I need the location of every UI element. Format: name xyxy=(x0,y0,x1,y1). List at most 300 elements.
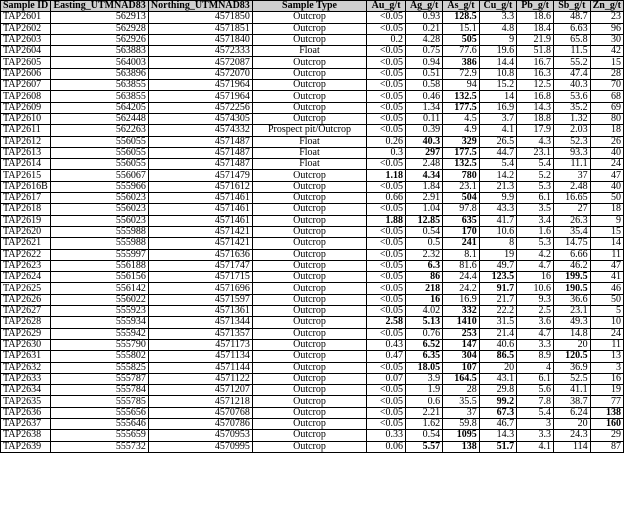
cell-cu: 40.6 xyxy=(479,339,516,350)
cell-au: <0.05 xyxy=(367,102,406,113)
cell-sample-id: TAP2637 xyxy=(1,418,51,429)
table-row xyxy=(1,373,624,384)
cell-sample-type: Outcrop xyxy=(252,34,366,45)
cell-sb: 1.32 xyxy=(554,113,591,124)
cell-cu: 43.3 xyxy=(479,204,516,215)
cell-cu: 29.8 xyxy=(479,385,516,396)
cell-as: 4.5 xyxy=(443,113,480,124)
cell-cu: 8 xyxy=(479,238,516,249)
cell-sample-id: TAP2638 xyxy=(1,430,51,441)
cell-sample-type: Outcrop xyxy=(252,339,366,350)
cell-pb: 1.6 xyxy=(517,226,554,237)
cell-cu: 86.5 xyxy=(479,351,516,362)
cell-pb: 4.2 xyxy=(517,249,554,260)
cell-sample-id: TAP2612 xyxy=(1,136,51,147)
cell-ag: 1.9 xyxy=(406,385,443,396)
cell-easting: 555784 xyxy=(51,385,149,396)
cell-pb: 2.5 xyxy=(517,306,554,317)
cell-ag: 86 xyxy=(406,272,443,283)
cell-sample-id: TAP2601 xyxy=(1,12,51,23)
cell-ag: 0.51 xyxy=(406,68,443,79)
cell-pb: 8.9 xyxy=(517,351,554,362)
cell-ag: 0.46 xyxy=(406,91,443,102)
cell-as: 253 xyxy=(443,328,480,339)
table-row xyxy=(1,12,624,23)
cell-sample-type: Float xyxy=(252,159,366,170)
cell-sb: 14.8 xyxy=(554,328,591,339)
cell-au: 1.18 xyxy=(367,170,406,181)
table-row xyxy=(1,125,624,136)
cell-as: 1410 xyxy=(443,317,480,328)
cell-easting: 556142 xyxy=(51,283,149,294)
cell-as: 780 xyxy=(443,170,480,181)
cell-as: 77.6 xyxy=(443,46,480,57)
cell-ag: 16 xyxy=(406,294,443,305)
cell-cu: 43.1 xyxy=(479,373,516,384)
cell-sb: 47.4 xyxy=(554,68,591,79)
cell-au: <0.05 xyxy=(367,204,406,215)
cell-pb: 3 xyxy=(517,418,554,429)
cell-easting: 555785 xyxy=(51,396,149,407)
cell-sample-id: TAP2608 xyxy=(1,91,51,102)
cell-sample-type: Outcrop xyxy=(252,317,366,328)
cell-au: <0.05 xyxy=(367,113,406,124)
cell-sample-id: TAP2636 xyxy=(1,407,51,418)
cell-ag: 2.91 xyxy=(406,193,443,204)
cell-sample-type: Outcrop xyxy=(252,385,366,396)
cell-cu: 67.3 xyxy=(479,407,516,418)
header-northing: Northing_UTMNAD83 xyxy=(148,1,252,12)
cell-zn: 19 xyxy=(590,385,623,396)
cell-easting: 562913 xyxy=(51,12,149,23)
table-row xyxy=(1,57,624,68)
cell-pb: 6.1 xyxy=(517,193,554,204)
table-row xyxy=(1,170,624,181)
cell-as: 332 xyxy=(443,306,480,317)
cell-sb: 65.8 xyxy=(554,34,591,45)
cell-sample-type: Outcrop xyxy=(252,441,366,452)
cell-northing: 4571344 xyxy=(148,317,252,328)
cell-zn: 160 xyxy=(590,418,623,429)
table-row xyxy=(1,147,624,158)
cell-sb: 93.3 xyxy=(554,147,591,158)
cell-northing: 4571134 xyxy=(148,351,252,362)
cell-sb: 190.5 xyxy=(554,283,591,294)
cell-ag: 2.32 xyxy=(406,249,443,260)
cell-as: 4.9 xyxy=(443,125,480,136)
cell-zn: 80 xyxy=(590,113,623,124)
cell-au: <0.05 xyxy=(367,12,406,23)
cell-cu: 26.5 xyxy=(479,136,516,147)
cell-as: 170 xyxy=(443,226,480,237)
cell-easting: 555988 xyxy=(51,238,149,249)
cell-northing: 4571851 xyxy=(148,23,252,34)
table-row xyxy=(1,317,624,328)
cell-sb: 26.3 xyxy=(554,215,591,226)
cell-easting: 555732 xyxy=(51,441,149,452)
cell-sample-id: TAP2616B xyxy=(1,181,51,192)
cell-zn: 10 xyxy=(590,317,623,328)
cell-au: <0.05 xyxy=(367,125,406,136)
cell-pb: 51.8 xyxy=(517,46,554,57)
cell-easting: 555646 xyxy=(51,418,149,429)
cell-au: <0.05 xyxy=(367,328,406,339)
cell-au: <0.05 xyxy=(367,57,406,68)
cell-cu: 14.4 xyxy=(479,57,516,68)
cell-au: 0.33 xyxy=(367,430,406,441)
cell-sample-id: TAP2620 xyxy=(1,226,51,237)
cell-northing: 4570995 xyxy=(148,441,252,452)
cell-as: 132.5 xyxy=(443,91,480,102)
table-row xyxy=(1,362,624,373)
cell-sb: 11.1 xyxy=(554,159,591,170)
cell-sb: 2.48 xyxy=(554,181,591,192)
cell-ag: 2.21 xyxy=(406,407,443,418)
cell-cu: 19.6 xyxy=(479,46,516,57)
cell-sample-id: TAP2626 xyxy=(1,294,51,305)
cell-pb: 3.4 xyxy=(517,215,554,226)
cell-ag: 218 xyxy=(406,283,443,294)
header-sample-type: Sample Type xyxy=(252,1,366,12)
cell-sample-id: TAP2618 xyxy=(1,204,51,215)
cell-zn: 42 xyxy=(590,46,623,57)
cell-ag: 6.3 xyxy=(406,260,443,271)
cell-ag: 6.52 xyxy=(406,339,443,350)
cell-zn: 47 xyxy=(590,170,623,181)
cell-northing: 4571361 xyxy=(148,306,252,317)
cell-sample-id: TAP2610 xyxy=(1,113,51,124)
cell-pb: 5.3 xyxy=(517,181,554,192)
cell-cu: 91.7 xyxy=(479,283,516,294)
cell-au: <0.05 xyxy=(367,238,406,249)
cell-northing: 4571487 xyxy=(148,136,252,147)
cell-sample-id: TAP2615 xyxy=(1,170,51,181)
cell-au: <0.05 xyxy=(367,407,406,418)
cell-sample-id: TAP2630 xyxy=(1,339,51,350)
cell-northing: 4570768 xyxy=(148,407,252,418)
cell-sample-type: Outcrop xyxy=(252,226,366,237)
cell-pb: 18.4 xyxy=(517,23,554,34)
cell-sample-id: TAP2627 xyxy=(1,306,51,317)
table-row xyxy=(1,272,624,283)
cell-sb: 53.6 xyxy=(554,91,591,102)
cell-sample-id: TAP2613 xyxy=(1,147,51,158)
cell-northing: 4571122 xyxy=(148,373,252,384)
cell-zn: 40 xyxy=(590,147,623,158)
cell-sb: 36.9 xyxy=(554,362,591,373)
cell-northing: 4571461 xyxy=(148,193,252,204)
cell-ag: 12.85 xyxy=(406,215,443,226)
cell-zn: 16 xyxy=(590,373,623,384)
cell-easting: 555934 xyxy=(51,317,149,328)
header-ag: Ag_g/t xyxy=(406,1,443,12)
table-row xyxy=(1,238,624,249)
cell-sb: 46.2 xyxy=(554,260,591,271)
cell-au: <0.05 xyxy=(367,91,406,102)
cell-sample-id: TAP2603 xyxy=(1,34,51,45)
cell-au: <0.05 xyxy=(367,418,406,429)
cell-sample-type: Outcrop xyxy=(252,283,366,294)
table-row xyxy=(1,159,624,170)
cell-easting: 562926 xyxy=(51,34,149,45)
cell-sample-id: TAP2631 xyxy=(1,351,51,362)
cell-sample-id: TAP2604 xyxy=(1,46,51,57)
table-row xyxy=(1,385,624,396)
cell-ag: 1.84 xyxy=(406,181,443,192)
cell-sample-id: TAP2606 xyxy=(1,68,51,79)
cell-easting: 556022 xyxy=(51,294,149,305)
cell-zn: 46 xyxy=(590,283,623,294)
cell-sample-type: Outcrop xyxy=(252,238,366,249)
cell-northing: 4572256 xyxy=(148,102,252,113)
cell-au: 1.88 xyxy=(367,215,406,226)
cell-as: 386 xyxy=(443,57,480,68)
cell-sample-id: TAP2607 xyxy=(1,80,51,91)
cell-cu: 9 xyxy=(479,34,516,45)
table-row xyxy=(1,181,624,192)
cell-northing: 4571487 xyxy=(148,147,252,158)
cell-zn: 18 xyxy=(590,125,623,136)
cell-zn: 3 xyxy=(590,362,623,373)
cell-sb: 23.1 xyxy=(554,306,591,317)
cell-pb: 4.7 xyxy=(517,328,554,339)
cell-northing: 4571850 xyxy=(148,12,252,23)
cell-sb: 11.5 xyxy=(554,46,591,57)
cell-ag: 4.02 xyxy=(406,306,443,317)
cell-sb: 35.4 xyxy=(554,226,591,237)
cell-pb: 9.3 xyxy=(517,294,554,305)
cell-easting: 555997 xyxy=(51,249,149,260)
cell-zn: 50 xyxy=(590,294,623,305)
cell-sample-type: Outcrop xyxy=(252,204,366,215)
cell-as: 1095 xyxy=(443,430,480,441)
cell-sb: 114 xyxy=(554,441,591,452)
cell-cu: 9.9 xyxy=(479,193,516,204)
cell-pb: 3.5 xyxy=(517,204,554,215)
cell-easting: 556156 xyxy=(51,272,149,283)
cell-au: 0.06 xyxy=(367,441,406,452)
cell-pb: 3.6 xyxy=(517,317,554,328)
cell-ag: 0.21 xyxy=(406,23,443,34)
cell-pb: 21.9 xyxy=(517,34,554,45)
cell-sb: 36.6 xyxy=(554,294,591,305)
cell-cu: 10.6 xyxy=(479,226,516,237)
cell-ag: 40.3 xyxy=(406,136,443,147)
cell-pb: 10.6 xyxy=(517,283,554,294)
cell-as: 164.5 xyxy=(443,373,480,384)
cell-easting: 555787 xyxy=(51,373,149,384)
cell-northing: 4571421 xyxy=(148,226,252,237)
table-row xyxy=(1,396,624,407)
cell-ag: 297 xyxy=(406,147,443,158)
cell-easting: 556023 xyxy=(51,193,149,204)
cell-easting: 564003 xyxy=(51,57,149,68)
cell-northing: 4571144 xyxy=(148,362,252,373)
cell-cu: 5.4 xyxy=(479,159,516,170)
cell-as: 35.5 xyxy=(443,396,480,407)
cell-sample-type: Prospect pit/Outcrop xyxy=(252,125,366,136)
cell-northing: 4571636 xyxy=(148,249,252,260)
cell-northing: 4571964 xyxy=(148,80,252,91)
cell-as: 59.8 xyxy=(443,418,480,429)
cell-pb: 17.9 xyxy=(517,125,554,136)
header-sample-id: Sample ID xyxy=(1,1,51,12)
cell-zn: 28 xyxy=(590,68,623,79)
cell-as: 128.5 xyxy=(443,12,480,23)
cell-sample-type: Outcrop xyxy=(252,102,366,113)
cell-cu: 3.3 xyxy=(479,12,516,23)
table-row xyxy=(1,23,624,34)
cell-easting: 563855 xyxy=(51,91,149,102)
cell-easting: 555923 xyxy=(51,306,149,317)
table-row xyxy=(1,339,624,350)
cell-au: <0.05 xyxy=(367,80,406,91)
cell-ag: 0.75 xyxy=(406,46,443,57)
cell-as: 147 xyxy=(443,339,480,350)
table-row xyxy=(1,46,624,57)
cell-sb: 24.3 xyxy=(554,430,591,441)
cell-northing: 4574305 xyxy=(148,113,252,124)
cell-easting: 555825 xyxy=(51,362,149,373)
cell-cu: 22.2 xyxy=(479,306,516,317)
cell-cu: 46.7 xyxy=(479,418,516,429)
cell-zn: 11 xyxy=(590,339,623,350)
cell-sb: 48.7 xyxy=(554,12,591,23)
cell-zn: 47 xyxy=(590,260,623,271)
cell-easting: 555656 xyxy=(51,407,149,418)
header-sb: Sb_g/t xyxy=(554,1,591,12)
cell-as: 304 xyxy=(443,351,480,362)
cell-sb: 20 xyxy=(554,339,591,350)
cell-as: 15.1 xyxy=(443,23,480,34)
cell-cu: 51.7 xyxy=(479,441,516,452)
cell-sample-id: TAP2625 xyxy=(1,283,51,294)
cell-northing: 4571715 xyxy=(148,272,252,283)
cell-ag: 0.39 xyxy=(406,125,443,136)
cell-cu: 15.2 xyxy=(479,80,516,91)
cell-pb: 5.4 xyxy=(517,407,554,418)
cell-sample-type: Float xyxy=(252,46,366,57)
cell-au: 0.43 xyxy=(367,339,406,350)
table-row xyxy=(1,441,624,452)
cell-sb: 6.63 xyxy=(554,23,591,34)
cell-sample-type: Outcrop xyxy=(252,91,366,102)
cell-as: 97.8 xyxy=(443,204,480,215)
cell-cu: 10.8 xyxy=(479,68,516,79)
cell-au: <0.05 xyxy=(367,226,406,237)
table-row xyxy=(1,136,624,147)
cell-easting: 555659 xyxy=(51,430,149,441)
cell-au: 0.3 xyxy=(367,147,406,158)
cell-cu: 3.7 xyxy=(479,113,516,124)
table-row xyxy=(1,328,624,339)
cell-zn: 9 xyxy=(590,215,623,226)
cell-pb: 18.6 xyxy=(517,12,554,23)
cell-au: <0.05 xyxy=(367,260,406,271)
cell-sample-type: Outcrop xyxy=(252,272,366,283)
cell-easting: 562263 xyxy=(51,125,149,136)
cell-as: 635 xyxy=(443,215,480,226)
cell-au: <0.05 xyxy=(367,306,406,317)
cell-sample-type: Outcrop xyxy=(252,113,366,124)
cell-zn: 40 xyxy=(590,181,623,192)
cell-pb: 5.2 xyxy=(517,170,554,181)
cell-sample-type: Outcrop xyxy=(252,294,366,305)
cell-pb: 5.4 xyxy=(517,159,554,170)
cell-pb: 23.1 xyxy=(517,147,554,158)
cell-easting: 556055 xyxy=(51,159,149,170)
cell-au: <0.05 xyxy=(367,249,406,260)
cell-sample-type: Outcrop xyxy=(252,68,366,79)
cell-sample-type: Float xyxy=(252,147,366,158)
cell-sb: 27 xyxy=(554,204,591,215)
cell-pb: 16 xyxy=(517,272,554,283)
cell-pb: 5.6 xyxy=(517,385,554,396)
cell-pb: 16.7 xyxy=(517,57,554,68)
cell-as: 132.5 xyxy=(443,159,480,170)
cell-pb: 6.1 xyxy=(517,373,554,384)
cell-pb: 18.8 xyxy=(517,113,554,124)
cell-easting: 563883 xyxy=(51,46,149,57)
cell-au: 0.47 xyxy=(367,351,406,362)
cell-sample-type: Outcrop xyxy=(252,351,366,362)
cell-ag: 0.93 xyxy=(406,12,443,23)
cell-au: <0.05 xyxy=(367,385,406,396)
cell-as: 505 xyxy=(443,34,480,45)
cell-sb: 6.24 xyxy=(554,407,591,418)
cell-au: <0.05 xyxy=(367,283,406,294)
cell-northing: 4571479 xyxy=(148,170,252,181)
cell-ag: 18.05 xyxy=(406,362,443,373)
cell-as: 81.6 xyxy=(443,260,480,271)
cell-sample-id: TAP2609 xyxy=(1,102,51,113)
cell-northing: 4572087 xyxy=(148,57,252,68)
cell-northing: 4571461 xyxy=(148,204,252,215)
cell-sample-id: TAP2623 xyxy=(1,260,51,271)
table-row xyxy=(1,351,624,362)
cell-zn: 13 xyxy=(590,351,623,362)
cell-northing: 4570953 xyxy=(148,430,252,441)
cell-pb: 5.3 xyxy=(517,238,554,249)
table-row xyxy=(1,283,624,294)
cell-zn: 26 xyxy=(590,136,623,147)
cell-sample-id: TAP2611 xyxy=(1,125,51,136)
cell-cu: 99.2 xyxy=(479,396,516,407)
cell-northing: 4571747 xyxy=(148,260,252,271)
cell-northing: 4571218 xyxy=(148,396,252,407)
cell-cu: 44.7 xyxy=(479,147,516,158)
cell-northing: 4571487 xyxy=(148,159,252,170)
cell-sample-type: Outcrop xyxy=(252,430,366,441)
cell-ag: 4.34 xyxy=(406,170,443,181)
cell-northing: 4571612 xyxy=(148,181,252,192)
cell-easting: 562928 xyxy=(51,23,149,34)
header-cu: Cu_g/t xyxy=(479,1,516,12)
cell-northing: 4571597 xyxy=(148,294,252,305)
cell-sb: 40.3 xyxy=(554,80,591,91)
cell-cu: 31.5 xyxy=(479,317,516,328)
cell-ag: 1.04 xyxy=(406,204,443,215)
cell-sb: 52.3 xyxy=(554,136,591,147)
cell-zn: 29 xyxy=(590,430,623,441)
cell-sb: 55.2 xyxy=(554,57,591,68)
cell-as: 23.1 xyxy=(443,181,480,192)
cell-sample-id: TAP2634 xyxy=(1,385,51,396)
cell-northing: 4571173 xyxy=(148,339,252,350)
cell-cu: 123.5 xyxy=(479,272,516,283)
cell-as: 8.1 xyxy=(443,249,480,260)
cell-sample-id: TAP2628 xyxy=(1,317,51,328)
